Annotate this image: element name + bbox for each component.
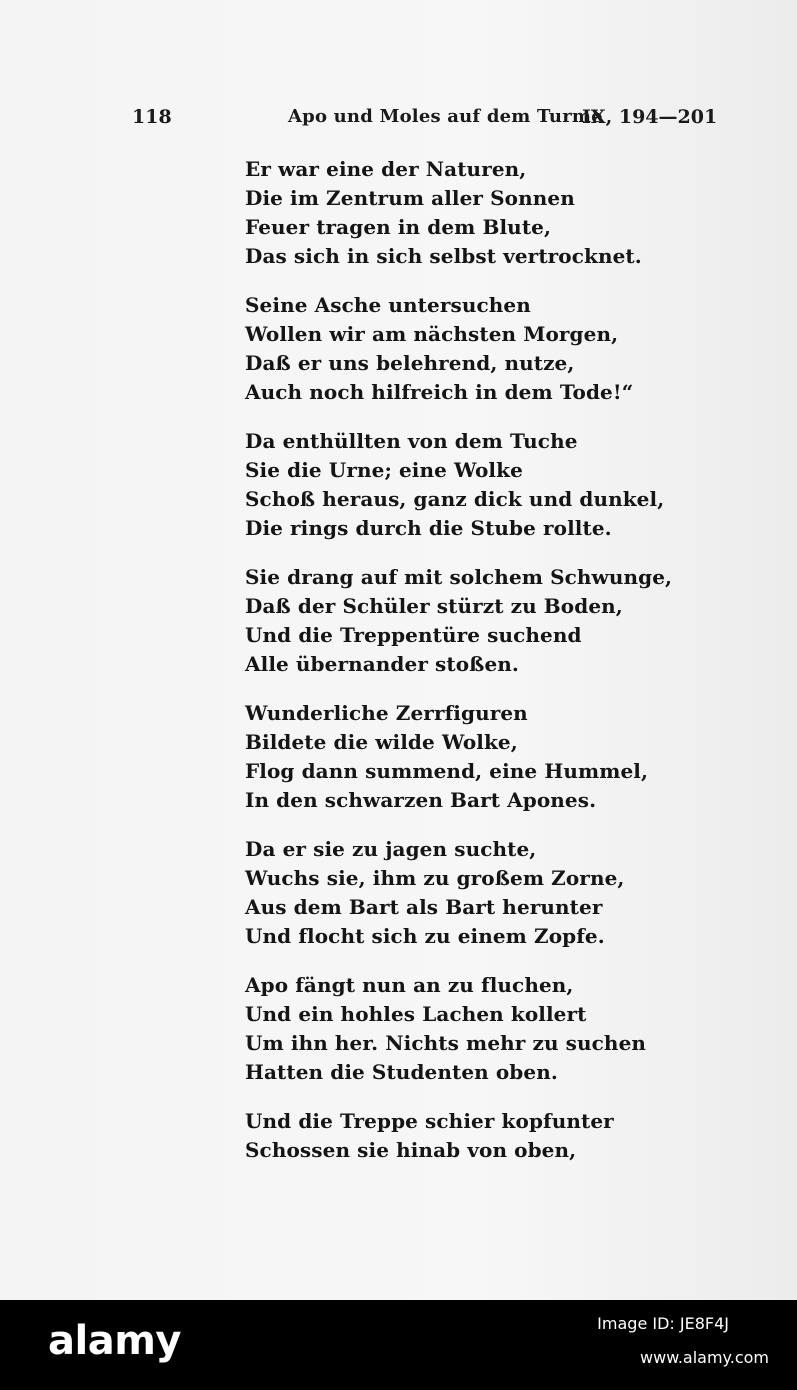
poem-line: In den schwarzen Bart Apones.	[245, 788, 597, 812]
poem-line: Feuer tragen in dem Blute,	[245, 215, 552, 239]
stock-footer-bar	[0, 1300, 797, 1390]
alamy-logo: alamy	[48, 1318, 181, 1364]
poem-line: Die im Zentrum aller Sonnen	[245, 186, 575, 210]
poem-line: Die rings durch die Stube rollte.	[245, 516, 612, 540]
poem-line: Wunderliche Zerrfiguren	[245, 701, 528, 725]
poem-line: Hatten die Studenten oben.	[245, 1060, 558, 1084]
poem-line: Flog dann summend, eine Hummel,	[245, 759, 649, 783]
poem-line: Apo fängt nun an zu fluchen,	[245, 973, 574, 997]
poem-line: Sie die Urne; eine Wolke	[245, 458, 523, 482]
stanza-2	[245, 291, 645, 407]
poem-line: Sie drang auf mit solchem Schwunge,	[245, 565, 673, 589]
poem-line: Auch noch hilfreich in dem Tode!“	[245, 380, 634, 404]
poem-line: Er war eine der Naturen,	[245, 157, 527, 181]
poem-line: Daß der Schüler stürzt zu Boden,	[245, 594, 623, 618]
site-url-label: www.alamy.com	[640, 1348, 769, 1367]
poem-body	[245, 155, 673, 1185]
poem-line: Um ihn her. Nichts mehr zu suchen	[245, 1031, 647, 1055]
poem-line: Alle übernander stoßen.	[245, 652, 519, 676]
stanza-8	[245, 1107, 645, 1165]
poem-line: Das sich in sich selbst vertrocknet.	[245, 244, 642, 268]
stanza-6	[245, 835, 645, 951]
poem-line: Seine Asche untersuchen	[245, 293, 531, 317]
poem-line: Da er sie zu jagen suchte,	[245, 837, 537, 861]
poem-line: Daß er uns belehrend, nutze,	[245, 351, 575, 375]
poem-line: Und ein hohles Lachen kollert	[245, 1002, 587, 1026]
stanza-3	[245, 427, 665, 543]
stanza-4	[245, 563, 673, 679]
running-title: Apo und Moles auf dem Turme	[288, 106, 603, 127]
poem-line: Da enthüllten von dem Tuche	[245, 429, 578, 453]
image-id-label: Image ID: JE8F4J	[597, 1314, 729, 1333]
poem-line: Wuchs sie, ihm zu großem Zorne,	[245, 866, 625, 890]
poem-line: Schoß heraus, ganz dick und dunkel,	[245, 487, 665, 511]
stanza-1	[245, 155, 645, 271]
poem-line: Schossen sie hinab von oben,	[245, 1138, 577, 1162]
poem-line: Wollen wir am nächsten Morgen,	[245, 322, 619, 346]
page-header	[0, 106, 797, 136]
page-number: 118	[132, 106, 172, 128]
poem-line: Und die Treppentüre suchend	[245, 623, 582, 647]
poem-line: Und flocht sich zu einem Zopfe.	[245, 924, 605, 948]
poem-line: Aus dem Bart als Bart herunter	[245, 895, 603, 919]
poem-line: Bildete die wilde Wolke,	[245, 730, 518, 754]
stanza-5	[245, 699, 649, 815]
poem-line: Und die Treppe schier kopfunter	[245, 1109, 614, 1133]
section-reference: IX, 194—201	[582, 106, 718, 128]
stanza-7	[245, 971, 645, 1087]
